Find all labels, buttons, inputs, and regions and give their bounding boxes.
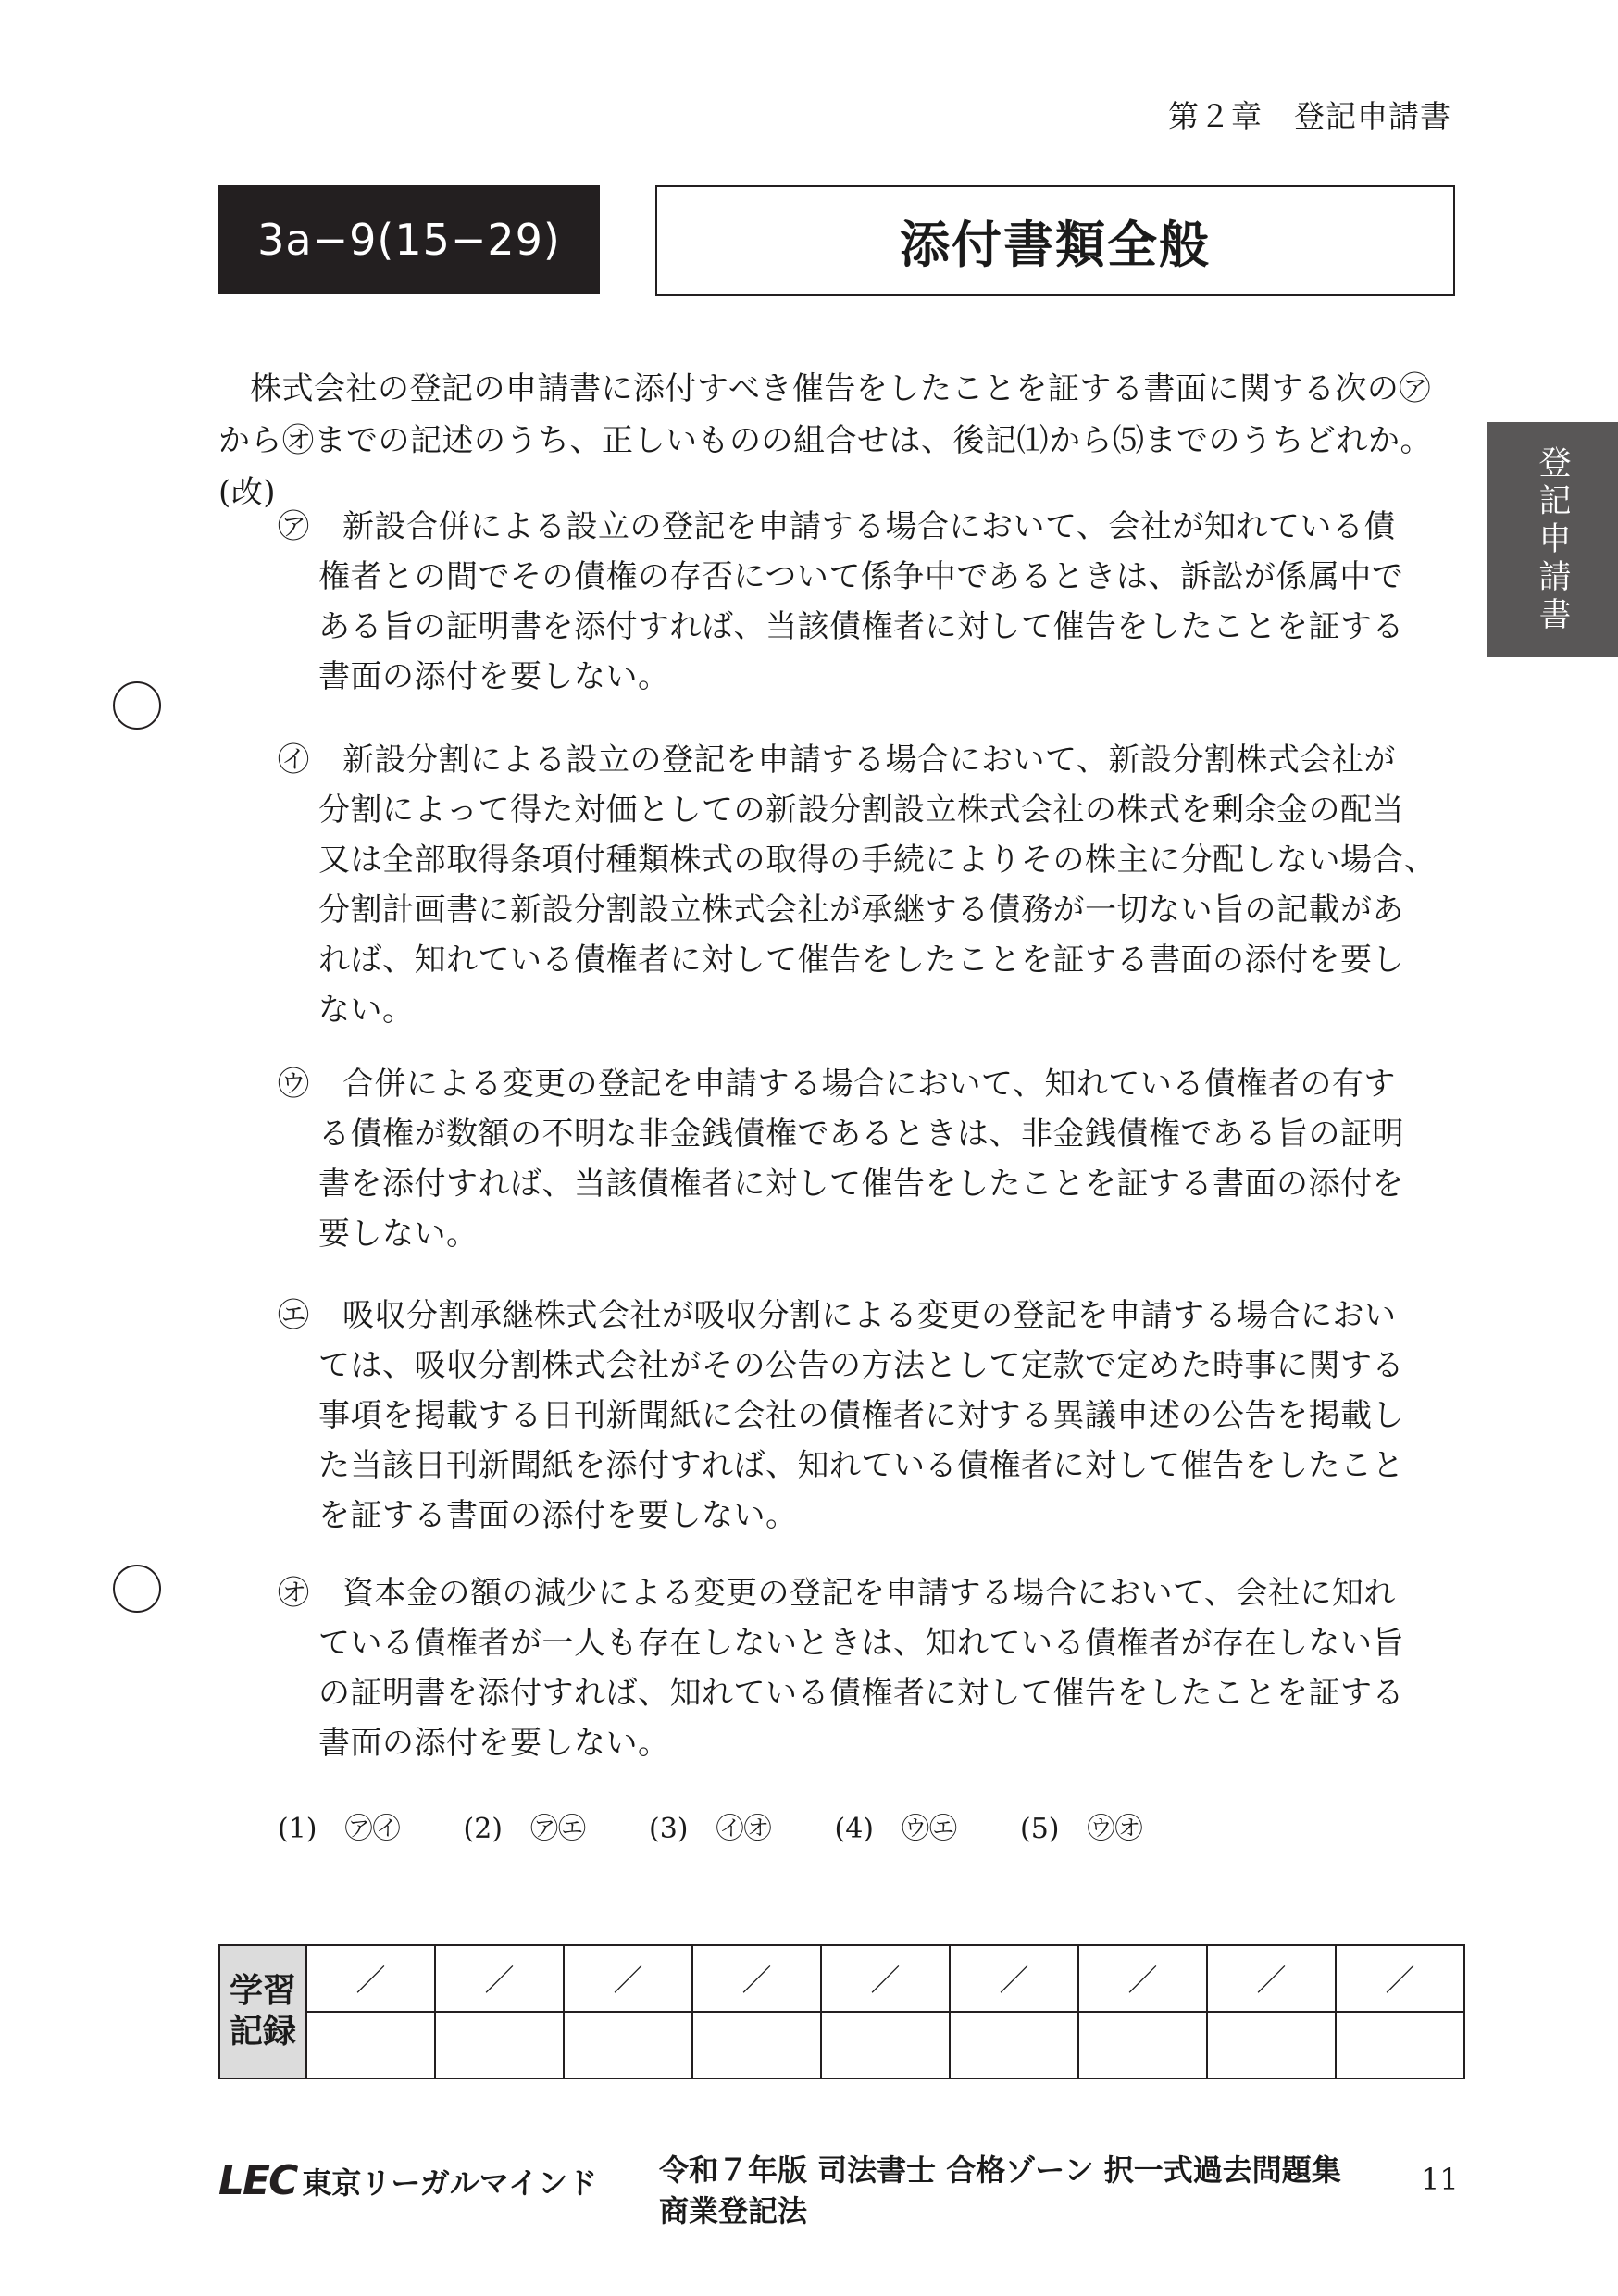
side-tab-chapter: 登記申請書 <box>1487 422 1618 657</box>
date-cell[interactable]: ／ <box>564 1945 692 2012</box>
statement-line: 書を添付すれば、当該債権者に対して催告をしたことを証する書面の添付を <box>318 1166 1404 1203</box>
statement-line: ている債権者が一人も存在しないときは、知れている債権者が存在しない旨 <box>318 1625 1404 1662</box>
correct-mark-circle <box>113 1565 161 1613</box>
date-cell[interactable]: ／ <box>306 1945 435 2012</box>
result-cell[interactable] <box>1207 2012 1336 2078</box>
answer-choice-4[interactable]: (4) ㋒㋓ <box>834 1813 957 1845</box>
statement-c <box>278 1059 1455 1259</box>
statement-line: 権者との間でその債権の存否について係争中であるときは、訴訟が係属中で <box>318 558 1404 595</box>
study-record-label-line: 学習 <box>229 1972 296 2010</box>
statement-line: 分割によって得た対価としての新設分割設立株式会社の株式を剰余金の配当 <box>318 792 1404 829</box>
result-cell[interactable] <box>435 2012 564 2078</box>
statement-line: 又は全部取得条項付種類株式の取得の手続によりその株主に分配しない場合、 <box>318 842 1437 879</box>
statement-line: 分割計画書に新設分割設立株式会社が承継する債務が一切ない旨の記載があ <box>318 892 1404 929</box>
statement-line: を証する書面の添付を要しない。 <box>318 1497 798 1534</box>
statement-line: れば、知れている債権者に対して催告をしたことを証する書面の添付を要し <box>318 942 1404 979</box>
result-cell[interactable] <box>1078 2012 1207 2078</box>
question-line-1: 株式会社の登記の申請書に添付すべき催告をしたことを証する書面に関する次の㋐ <box>250 370 1431 407</box>
statement-line: 合併による変更の登記を申請する場合において、知れている債権者の有す <box>342 1066 1396 1103</box>
answer-choices <box>278 1805 1206 1846</box>
statement-line: ては、吸収分割株式会社がその公告の方法として定款で定めた時事に関する <box>318 1347 1404 1384</box>
statement-line: ない。 <box>318 992 415 1029</box>
statement-line: 新設分割による設立の登記を申請する場合において、新設分割株式会社が <box>342 742 1396 779</box>
statement-label: ㋐ <box>278 508 310 545</box>
lec-logo-mark: LEC <box>218 2157 297 2204</box>
correct-mark-circle <box>113 681 161 730</box>
book-title <box>659 2150 1341 2231</box>
study-record-label <box>219 1945 306 2078</box>
answer-choice-1[interactable]: (1) ㋐㋑ <box>278 1813 401 1845</box>
answer-choice-3[interactable]: (3) ㋑㋔ <box>649 1813 772 1845</box>
statement-label: ㋒ <box>278 1066 310 1103</box>
study-record-result-row <box>219 2012 1464 2078</box>
statement-line: 書面の添付を要しない。 <box>318 658 670 695</box>
date-cell[interactable]: ／ <box>950 1945 1078 2012</box>
date-cell[interactable]: ／ <box>692 1945 821 2012</box>
statement-label: ㋔ <box>278 1575 310 1612</box>
date-cell[interactable]: ／ <box>1078 1945 1207 2012</box>
statement-line: 資本金の額の減少による変更の登記を申請する場合において、会社に知れ <box>342 1575 1396 1612</box>
result-cell[interactable] <box>306 2012 435 2078</box>
statement-line: ある旨の証明書を添付すれば、当該債権者に対して催告をしたことを証する <box>318 608 1404 645</box>
book-title-line-2: 商業登記法 <box>659 2193 808 2228</box>
book-title-line-1: 令和７年版 司法書士 合格ゾーン 択一式過去問題集 <box>659 2152 1341 2188</box>
statement-line: る債権が数額の不明な非金銭債権であるときは、非金銭債権である旨の証明 <box>318 1116 1404 1153</box>
lec-logo-name: 東京リーガルマインド <box>302 2165 598 2201</box>
result-cell[interactable] <box>950 2012 1078 2078</box>
statement-e <box>278 1568 1455 1768</box>
question-line-2: から㋔までの記述のうち、正しいものの組合せは、後記⑴から⑸までのうちどれか。(改) <box>218 422 1432 511</box>
date-cell[interactable]: ／ <box>1207 1945 1336 2012</box>
chapter-header: 第２章 登記申請書 <box>1168 98 1451 134</box>
statement-label: ㋑ <box>278 742 310 779</box>
answer-choice-2[interactable]: (2) ㋐㋓ <box>463 1813 586 1845</box>
date-cell[interactable]: ／ <box>435 1945 564 2012</box>
statement-line: 要しない。 <box>318 1216 479 1253</box>
answer-choice-5[interactable]: (5) ㋒㋔ <box>1020 1813 1143 1845</box>
problem-title: 添付書類全般 <box>655 185 1455 296</box>
statement-line: 新設合併による設立の登記を申請する場合において、会社が知れている債 <box>342 508 1396 545</box>
date-cell[interactable]: ／ <box>1336 1945 1464 2012</box>
statement-label: ㋓ <box>278 1297 310 1334</box>
page-number: 11 <box>1421 2162 1459 2197</box>
study-record-label-line: 記録 <box>229 2013 296 2051</box>
statement-a <box>278 502 1455 702</box>
statement-line: 事項を掲載する日刊新聞紙に会社の債権者に対する異議申述の公告を掲載し <box>318 1397 1404 1434</box>
question-stem <box>218 363 1455 518</box>
statement-line: た当該日刊新聞紙を添付すれば、知れている債権者に対して催告をしたこと <box>318 1447 1404 1484</box>
result-cell[interactable] <box>1336 2012 1464 2078</box>
publisher-logo <box>218 2157 597 2204</box>
result-cell[interactable] <box>564 2012 692 2078</box>
study-record-table <box>218 1944 1465 2079</box>
statement-line: の証明書を添付すれば、知れている債権者に対して催告をしたことを証する <box>318 1675 1404 1712</box>
study-record-date-row <box>219 1945 1464 2012</box>
statement-b <box>278 735 1455 1035</box>
problem-number: 3a−9(15−29) <box>218 185 600 294</box>
statement-line: 吸収分割承継株式会社が吸収分割による変更の登記を申請する場合におい <box>342 1297 1397 1334</box>
result-cell[interactable] <box>692 2012 821 2078</box>
statement-d <box>278 1291 1455 1541</box>
date-cell[interactable]: ／ <box>821 1945 950 2012</box>
statement-line: 書面の添付を要しない。 <box>318 1725 670 1762</box>
result-cell[interactable] <box>821 2012 950 2078</box>
